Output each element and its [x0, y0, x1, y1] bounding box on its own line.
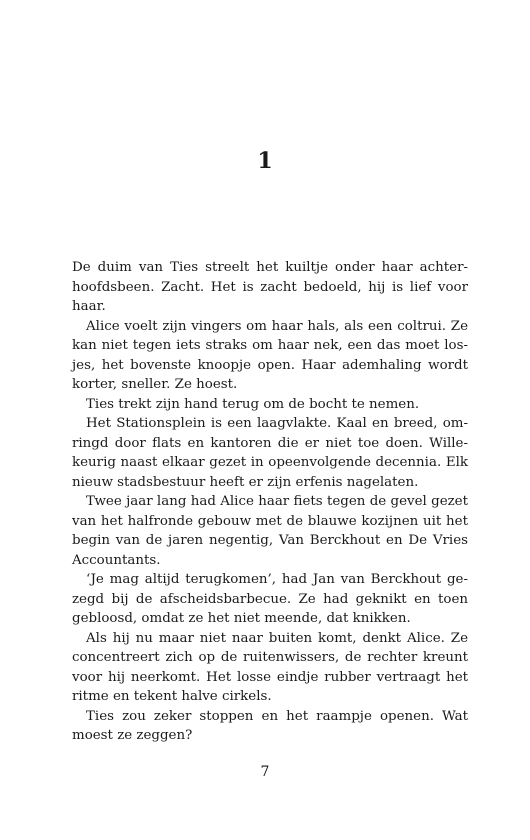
paragraph-6: ‘Je mag altijd terugkomen’, had Jan van Berckhout gezegd bij de afscheidsbarbecue. Ze had geknikt en toen gebloosd, omdat ze het niet meende, dat knikken.	[72, 572, 468, 626]
paragraph-7: Als hij nu maar niet naar buiten komt, denkt Alice. Ze concentreert zich op de ruitenwissers, de rechter kreunt voor hij neerkomt. Het losse eindje rubber vertraagt het ritme en tekent halve cirkels.	[72, 630, 468, 704]
paragraph-4: Het Stationsplein is een laagvlakte. Kaal en breed, omringd door flats en kantoren die er niet toe doen. Willekeurig naast elkaar gezet in opeenvolgende decennia. Elk nieuw stadsbestuur heeft er zijn erfenis nagelaten.	[72, 416, 468, 490]
chapter-number: 1	[257, 148, 273, 174]
paragraph-2: Alice voelt zijn vingers om haar hals, als een coltrui. Ze kan niet tegen iets straks om haar nek, een das moet losjes, het bovenste knoopje open. Haar ademhaling wordt korter, sneller. Ze hoest.	[72, 318, 468, 392]
paragraph-5: Twee jaar lang had Alice haar fiets tegen de gevel gezet van het halfronde gebouw met de blauwe kozijnen uit het begin van de jaren negentig, Van Berckhout en De Vries Accountants.	[72, 494, 468, 568]
paragraph-8: Ties zou zeker stoppen en het raampje openen. Wat moest ze zeggen?	[72, 708, 468, 743]
body-text	[72, 258, 468, 746]
paragraph-1: De duim van Ties streelt het kuiltje onder haar achterhoofdsbeen. Zacht. Het is zacht bedoeld, hij is lief voor haar.	[72, 260, 468, 314]
paragraph-3: Ties trekt zijn hand terug om de bocht te nemen.	[86, 396, 420, 412]
page-number: 7	[260, 764, 270, 780]
